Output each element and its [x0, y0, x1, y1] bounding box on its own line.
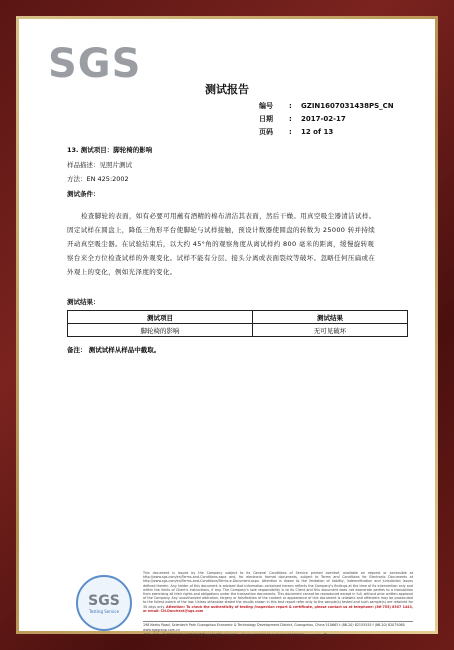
- table-header-row: [68, 311, 408, 324]
- remark-note: 备注： 测试试样从样品中截取。: [67, 346, 161, 354]
- meta-row-date: [259, 112, 394, 125]
- footer-divider: [143, 621, 413, 622]
- authenticity-notice: Attention: To check the authenticity of testing /inspection report & certificate, please contact us at telephone: (86-755) 8307 1443, or email: CN.Doccheck@sgs.com: [143, 604, 414, 613]
- sgs-logo: SGS: [48, 41, 142, 87]
- meta-colon: :: [289, 101, 292, 110]
- test-method: 方法：EN 425:2002: [67, 175, 129, 183]
- meta-key: 日期: [259, 114, 273, 123]
- paragraph-line: 外观上的变化，例如光泽度的变化。: [67, 268, 177, 276]
- meta-row-number: [259, 99, 394, 112]
- section-heading: 13. 测试项目：脚轮椅的影响: [67, 146, 153, 154]
- results-label: 测试结果：: [67, 298, 100, 306]
- meta-key: 编号: [259, 101, 273, 110]
- paragraph-line: 检查脚轮的表面，如有必要可用蘸有酒精的棉布清洁其表面，然后干燥。用真空吸尘器清洁试样。: [81, 212, 376, 220]
- meta-key: 页码: [259, 127, 273, 136]
- table-header-cell: 测试结果: [253, 311, 408, 324]
- meta-colon: :: [289, 127, 292, 136]
- table-header-cell: 测试项目: [68, 311, 253, 324]
- meta-colon: :: [289, 114, 292, 123]
- footer-disclaimer: [143, 571, 413, 613]
- footer-address: [143, 623, 413, 638]
- paragraph-line: 开动真空吸尘器。在试验结束后，以大约 45°角的观察角度从离试样约 800 毫米的距离，缓慢旋转观: [67, 240, 375, 248]
- conditions-paragraph: [67, 209, 405, 279]
- badge-subtitle: Testing Service: [88, 608, 120, 614]
- table-cell: 无可见破坏: [253, 324, 408, 337]
- sample-description: 样品描述：见照片测试: [67, 161, 132, 169]
- address-english: 198 Kezhu Road, Scientech Park Guangzhou Economic & Technology Development District, Guangzhou, China 510663 t (86-20) 82155555 f (86-20) 82075080 www.sgsgroup.com.cn: [143, 623, 405, 632]
- report-meta: [259, 99, 394, 138]
- meta-value: GZIN1607031438PS_CN: [301, 101, 394, 110]
- disclaimer-text: This document is issued by the Company subject to its General Conditions of Service printed overleaf, available on request or accessible at http://www.sgs.com/en/Terms-and-Conditions.aspx and, for electronic format documents, subject to Terms and Conditions for Electronic Documents at http://www.sgs.com/en/Terms-and-Conditions/Terms-e-Document.aspx. Attention is drawn to the limitation of liability, indemnification and jurisdiction issues defined therein. Any holder of this document is advised that information contained hereon reflects the Company's findings at the time of its intervention only and within the limits of Client's instructions, if any. The Company's sole responsibility is to its Client and this document does not exonerate parties to a transaction from exercising all their rights and obligations under the transaction documents. This document cannot be reproduced except in full, without prior written approval of the Company. Any unauthorized alteration, forgery or falsification of the content or appearance of this document is unlawful and offenders may be prosecuted to the fullest extent of the law. Unless otherwise stated the results shown in this test report refer only to the sample(s) tested and such sample(s) are retained for 30 days only.: [143, 571, 413, 609]
- paragraph-line: 固定试样在圆盘上，降低三角形平台使脚轮与试样接触，预设计数器使圆盘的转数为 25000 转并持续: [67, 226, 376, 234]
- badge-logo: SGS: [88, 592, 120, 609]
- address-chinese: 中国 · 广州 · 经济技术开发区科学城科珠路198号 邮编: 510663 t (86-20) 82155555 f (86-20) 82075080 e sgs.china@sgs.com: [143, 633, 341, 637]
- conditions-label: 测试条件：: [67, 190, 100, 198]
- frame-gold-border: [16, 16, 438, 637]
- sgs-testing-service-badge: [76, 575, 132, 631]
- table-cell: 脚轮椅的影响: [68, 324, 253, 337]
- table-row: [68, 324, 408, 337]
- section-header-block: [67, 145, 405, 200]
- report-page: [19, 19, 435, 637]
- paragraph-line: 察台来全方位检查试样的外观变化。试样不能有分层、接头分离或表面裂纹等破坏。忽略任何压扁或在: [67, 254, 376, 262]
- report-title: 测试报告: [205, 83, 249, 96]
- meta-value: 2017-02-17: [301, 114, 346, 123]
- meta-value: 12 of 13: [301, 127, 334, 136]
- results-table: [67, 310, 408, 337]
- meta-row-page: [259, 125, 394, 138]
